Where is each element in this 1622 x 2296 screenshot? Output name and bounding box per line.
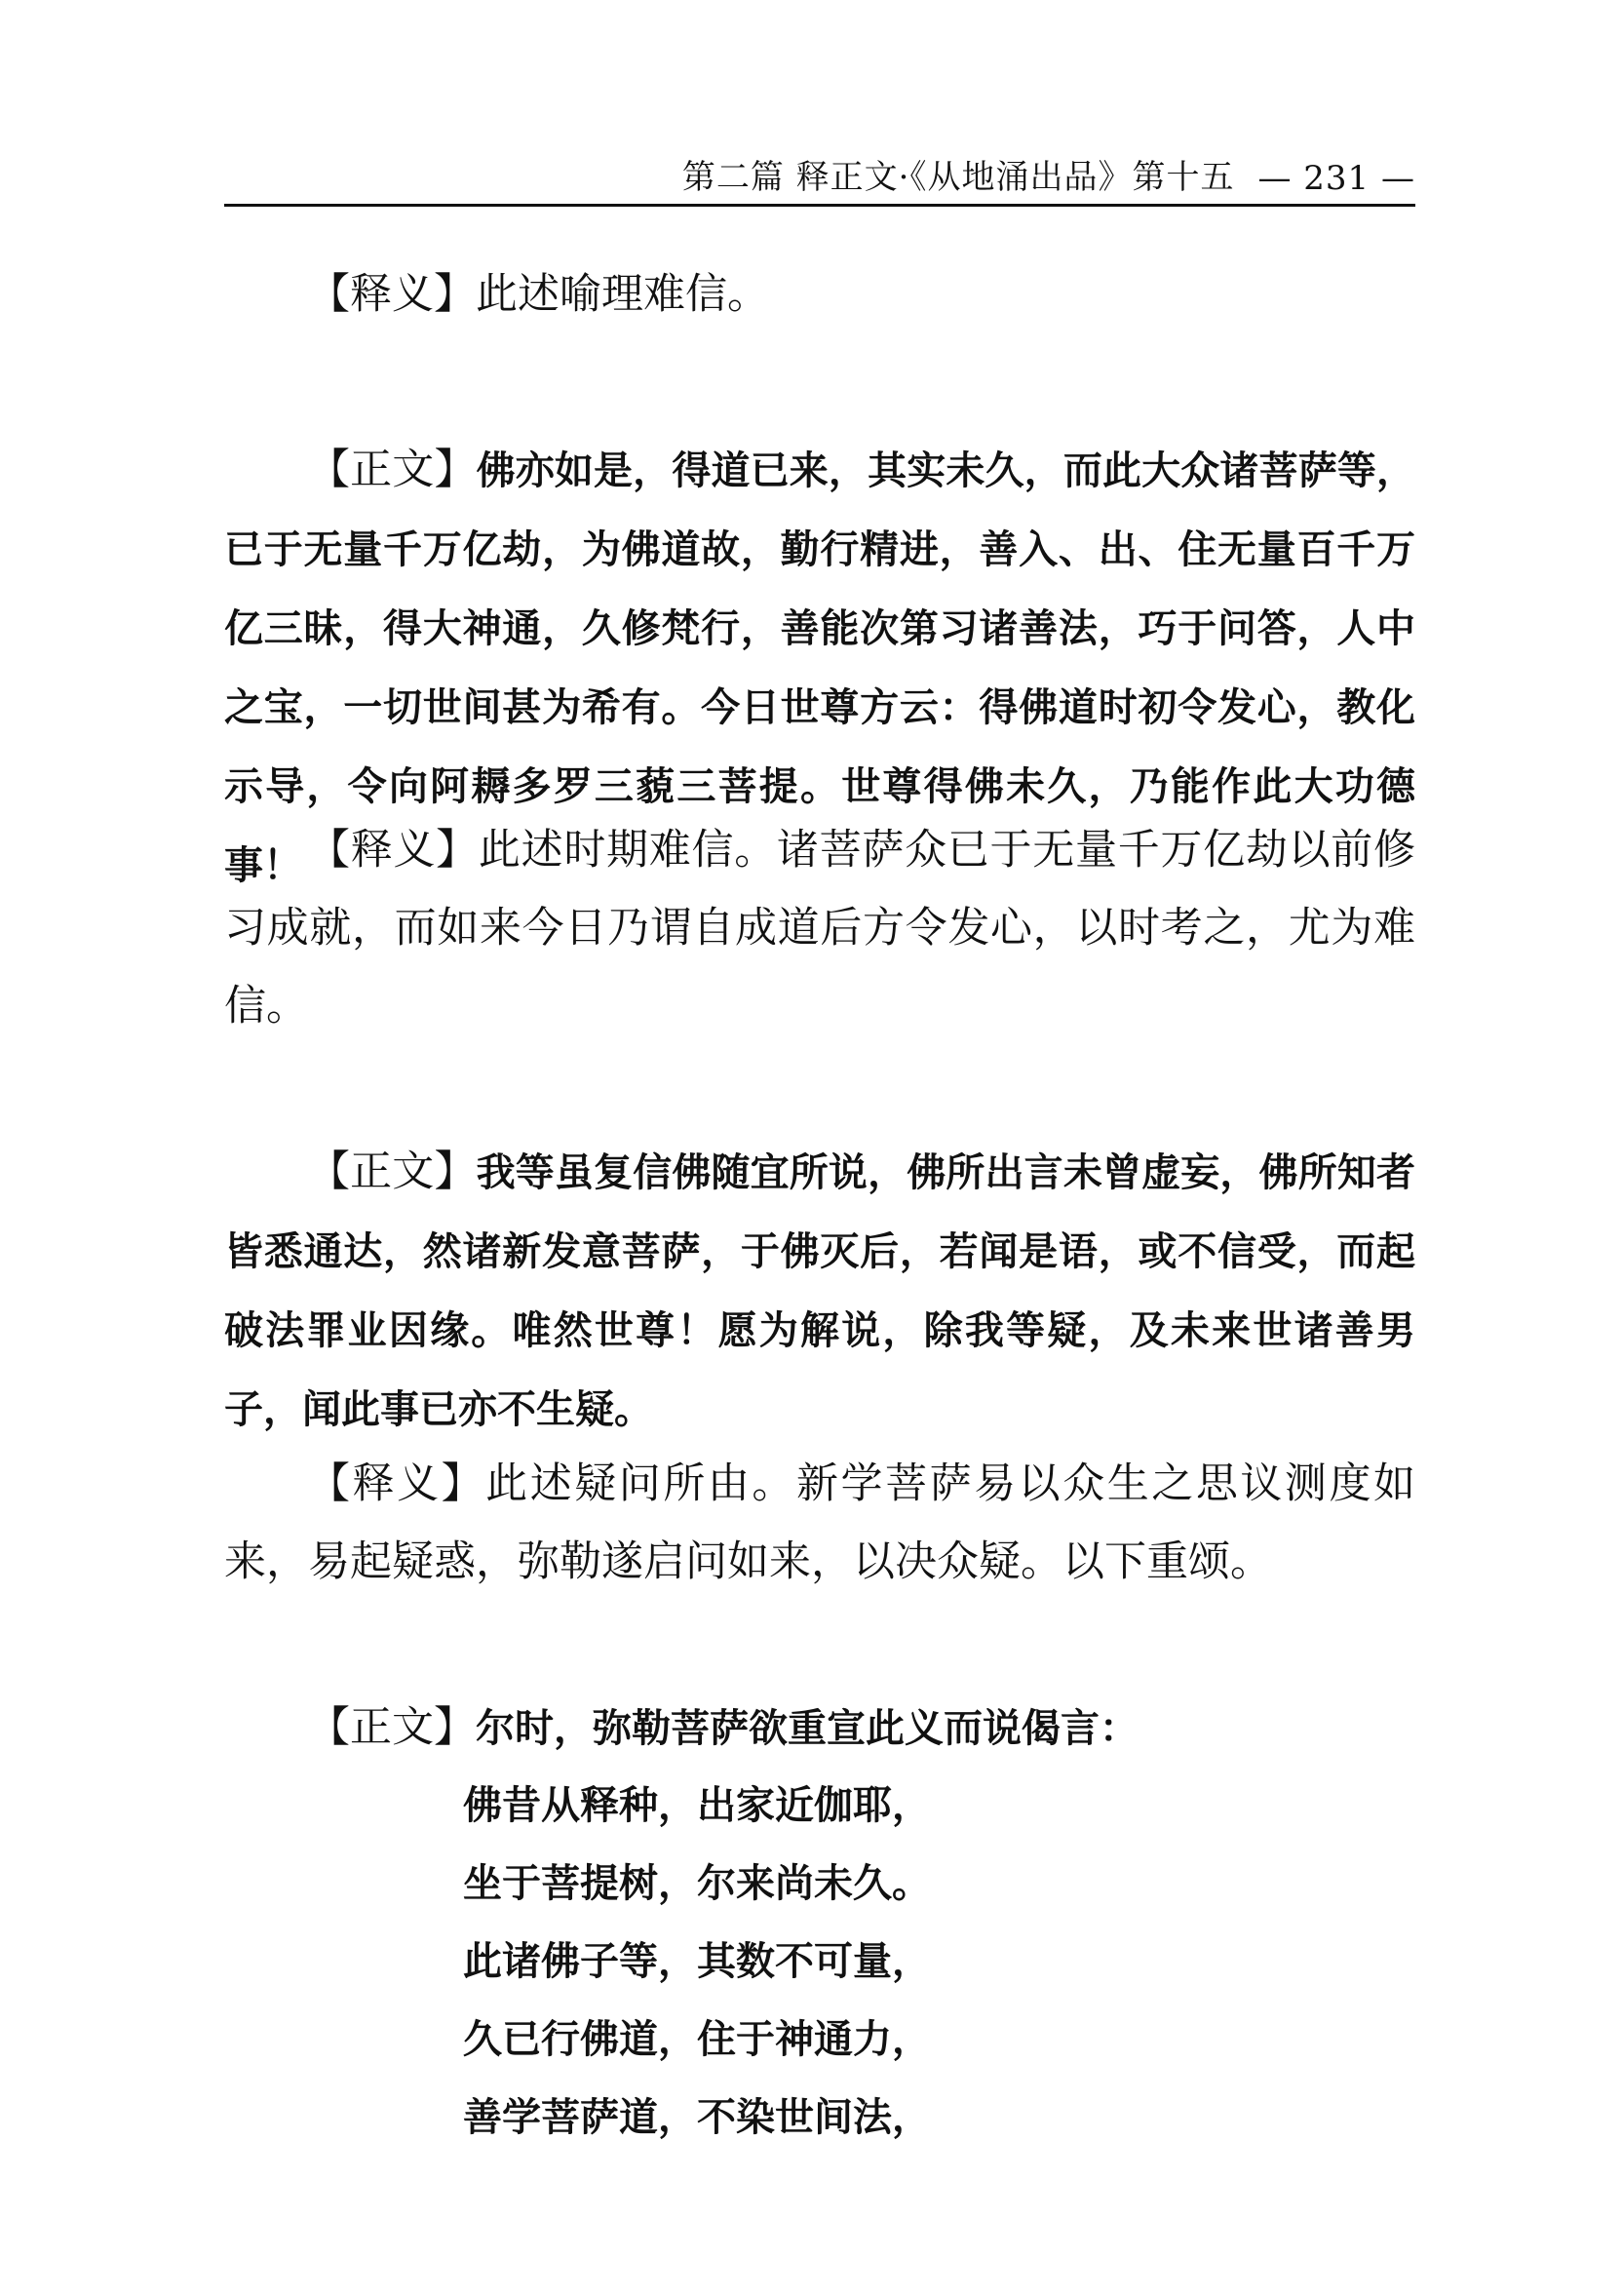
paragraph-label: 【释义】	[308, 826, 479, 875]
verse-line: 此诸佛子等，其数不可量，	[463, 1939, 931, 1984]
verse-line: 久已行佛道，住于神通力，	[463, 2017, 931, 2062]
paragraph-6	[224, 1689, 1415, 1768]
page-number: — 231 —	[1257, 159, 1415, 198]
paragraph-text: 此述疑问所由。新学菩萨易以众生之思议测度如来，易起疑惑，弥勒遂启问如来，以决众疑。以下重颂。	[224, 1459, 1416, 1586]
running-header	[224, 156, 1415, 207]
paragraph-5	[224, 1445, 1415, 1601]
paragraph-label: 【正文】	[308, 446, 477, 494]
paragraph-3	[224, 811, 1415, 1045]
header-title: 第二篇 释正文·《从地涌出品》第十五	[681, 158, 1235, 197]
paragraph-label: 【释义】	[308, 1459, 486, 1508]
paragraph-label: 【正文】	[308, 1703, 476, 1752]
verse-line: 坐于菩提树，尔来尚未久。	[463, 1861, 931, 1906]
verse-block	[463, 1767, 1340, 2157]
paragraph-text: 尔时，弥勒菩萨欲重宣此义而说偈言：	[476, 1706, 1139, 1751]
paragraph-text: 佛亦如是，得道已来，其实未久，而此大众诸菩萨等，已于无量千万亿劫，为佛道故，勤行精进，善入、出、住无量百千万亿三昧，得大神通，久修梵行，善能次第习诸善法，巧于问答，人中之宝，一切世间甚为希有。今日世尊方云：得佛道时初令发心，教化示导，令向阿耨多罗三藐三菩提。世尊得佛未久，乃能作此大功德事！	[224, 448, 1416, 888]
paragraph-1	[224, 255, 1415, 333]
paragraph-label: 【正文】	[308, 1148, 477, 1196]
paragraph-text: 我等虽复信佛随宜所说，佛所出言未曾虚妄，佛所知者皆悉通达，然诸新发意菩萨，于佛灭后，若闻是语，或不信受，而起破法罪业因缘。唯然世尊！愿为解说，除我等疑，及未来世诸善男子，闻此事已亦不生疑。	[224, 1150, 1416, 1432]
verse-line: 善学菩萨道，不染世间法，	[463, 2095, 931, 2140]
paragraph-label: 【释义】	[308, 270, 476, 319]
paragraph-4	[224, 1133, 1415, 1449]
verse-line: 佛昔从释种，出家近伽耶，	[463, 1783, 931, 1828]
paragraph-text: 此述喻理难信。	[476, 270, 769, 319]
paragraph-text: 此述时期难信。诸菩萨众已于无量千万亿劫以前修习成就，而如来今日乃谓自成道后方令发心，以时考之，尤为难信。	[224, 826, 1416, 1031]
